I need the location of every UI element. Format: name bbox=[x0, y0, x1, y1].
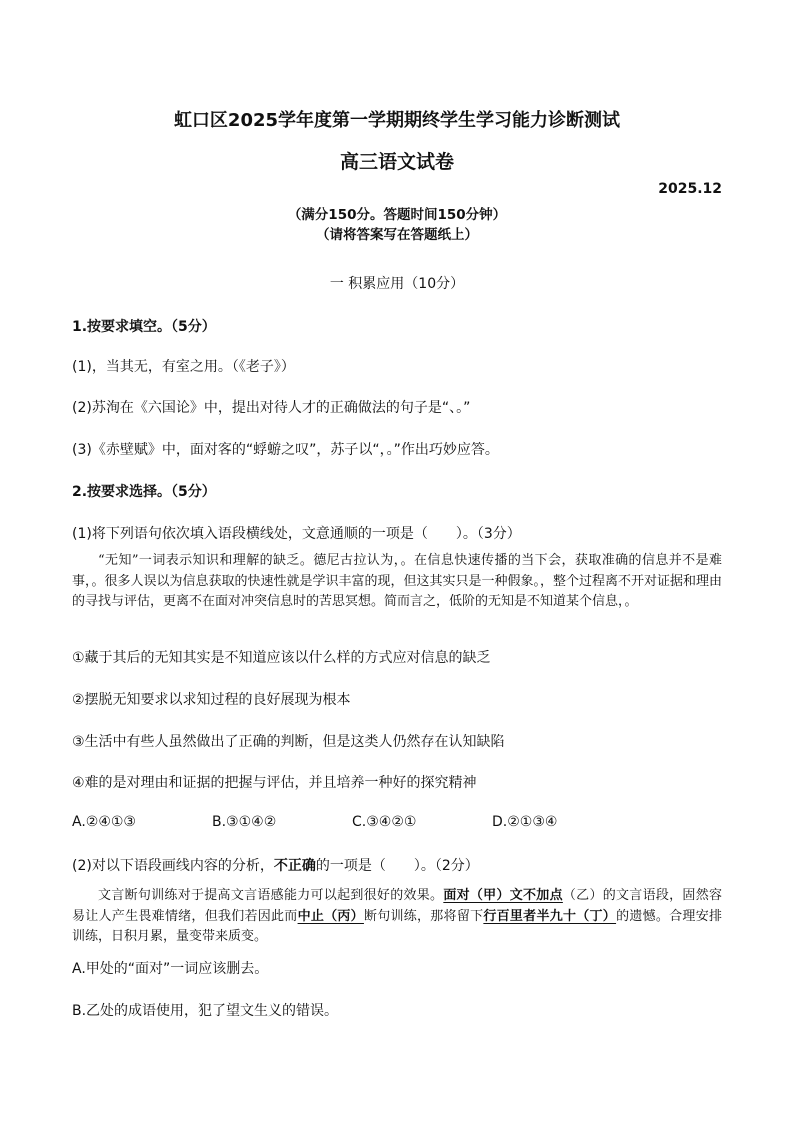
exam-date: 2025.12 bbox=[658, 181, 722, 197]
prompt-emphasis: 不正确 bbox=[273, 858, 316, 874]
passage-text: 断句训练，那将留下 bbox=[363, 908, 484, 924]
question-1-item-1: (1)，当其无，有室之用。（《老子》） bbox=[72, 359, 295, 375]
exam-subtitle: 高三语文试卷 bbox=[339, 151, 454, 173]
section-title: 一 积累应用（10分） bbox=[329, 276, 465, 292]
question-1-item-3: (3)《赤壁赋》中，面对客的“蜉蝣之叹”，苏子以“，。”作出巧妙应答。 bbox=[72, 442, 499, 458]
question-2-part-2-passage bbox=[72, 886, 722, 948]
passage-text: （乙）的文言语段，固然容易让人产生畏难情绪，但我们若因此而 bbox=[72, 888, 722, 924]
option-b: B.③①④② bbox=[212, 814, 277, 830]
prompt-pre: (2)对以下语段画线内容的分析， bbox=[72, 858, 274, 874]
part-2-option-b: B.乙处的成语使用，犯了望文生义的错误。 bbox=[72, 1003, 339, 1019]
passage-text: 文言断句训练对于提高文言语感能力可以起到很好的效果。 bbox=[98, 888, 444, 903]
option-a: A.②④①③ bbox=[72, 814, 136, 830]
question-2-part-1-prompt: (1)将下列语句依次填入语段横线处，文意通顺的一项是（ ）。（3分） bbox=[72, 526, 521, 542]
question-2-part-1-passage bbox=[72, 551, 722, 613]
prompt-post: 的一项是（ ）。（2分） bbox=[315, 858, 479, 874]
part-2-option-a: A.甲处的“面对”一词应该删去。 bbox=[72, 961, 269, 977]
question-2-heading: 2.按要求选择。（5分） bbox=[72, 484, 216, 500]
question-1-item-2: (2)苏洵在《六国论》中，提出对待人才的正确做法的句子是“、。” bbox=[72, 400, 471, 416]
underlined-segment-bing: 中止（丙） bbox=[297, 908, 364, 924]
sentence-2: ②摆脱无知要求以求知过程的良好展现为根本 bbox=[72, 692, 351, 708]
option-c: C.③④②① bbox=[352, 814, 417, 830]
underlined-segment-jia: 面对（甲）文不加点 bbox=[443, 888, 563, 903]
sentence-3: ③生活中有些人虽然做出了正确的判断，但是这类人仍然存在认知缺陷 bbox=[72, 734, 505, 750]
question-1-heading: 1.按要求填空。（5分） bbox=[72, 319, 216, 335]
sentence-1: ①藏于其后的无知其实是不知道应该以什么样的方式应对信息的缺乏 bbox=[72, 650, 491, 666]
score-time-note: （满分150分。答题时间150分钟） bbox=[287, 207, 507, 223]
underlined-segment-ding: 行百里者半九十（丁） bbox=[483, 908, 617, 924]
option-d: D.②①③④ bbox=[492, 814, 558, 830]
question-2-part-2-prompt bbox=[72, 855, 479, 875]
exam-title: 虹口区2025学年度第一学期期终学生学习能力诊断测试 bbox=[173, 110, 621, 131]
sentence-4: ④难的是对理由和证据的把握与评估，并且培养一种好的探究精神 bbox=[72, 775, 477, 791]
passage-text: “无知”一词表示知识和理解的缺乏。德尼古拉认为，。在信息快速传播的当下会，获取准确的信息并不是难事，。很多人误以为信息获取的快速性就是学识丰富的现，但这其实只是一种假象。，整个过程离不开对证据和理由的寻找与评估，更离不在面对冲突信息时的苦思冥想。简而言之，低阶的无知是不知道某个信息，。 bbox=[72, 553, 723, 609]
answer-sheet-note: （请将答案写在答题纸上） bbox=[316, 227, 478, 243]
passage-text: 的遗憾。合理安排训练，日积月累，量变带来质变。 bbox=[72, 908, 722, 944]
